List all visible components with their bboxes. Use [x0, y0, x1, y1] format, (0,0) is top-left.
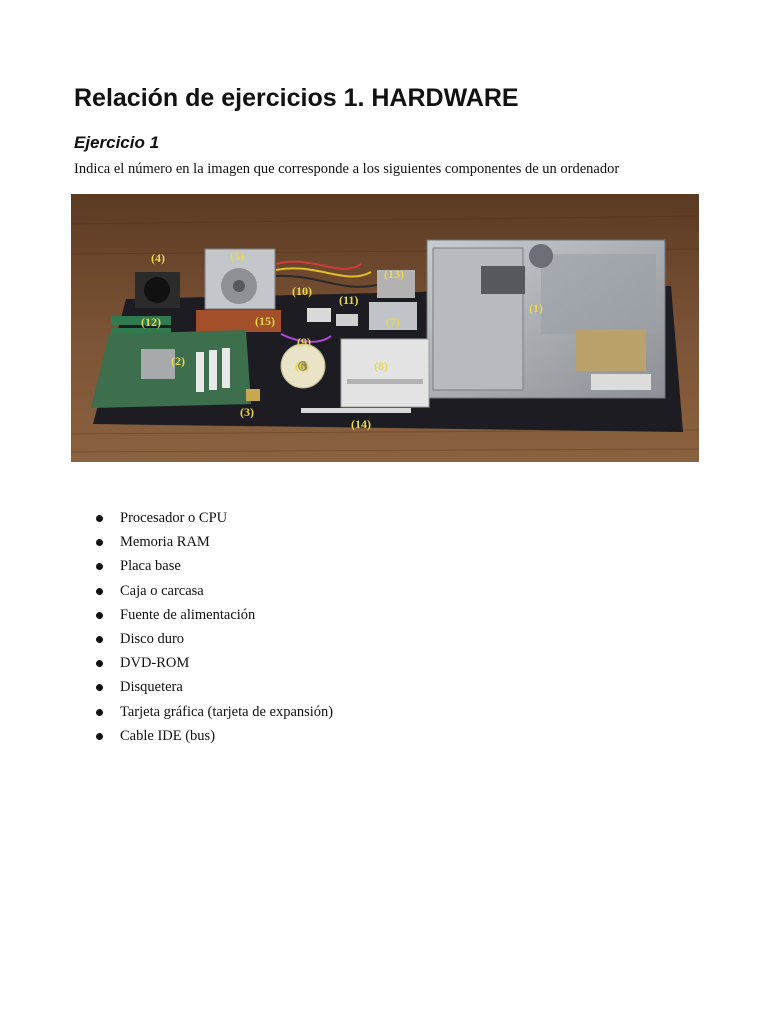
label-6: (6)	[295, 359, 309, 373]
list-item	[96, 679, 333, 703]
label-1: (1)	[529, 301, 543, 315]
bullet-icon	[96, 733, 103, 740]
small-component	[336, 314, 358, 326]
list-item	[96, 510, 333, 534]
hardware-photo	[71, 194, 699, 462]
bullet-icon	[96, 684, 103, 691]
label-12: (12)	[141, 315, 161, 329]
label-10: (10)	[292, 284, 312, 298]
list-item	[96, 631, 333, 655]
bullet-icon	[96, 660, 103, 667]
bullet-icon	[96, 563, 103, 570]
label-15: (15)	[255, 314, 275, 328]
processor	[246, 389, 260, 401]
list-item	[96, 704, 333, 728]
exercise-title: Ejercicio 1	[74, 133, 160, 152]
bullet-icon	[96, 588, 103, 595]
dvd-drive	[341, 339, 429, 407]
list-item	[96, 583, 333, 607]
list-item-text: Memoria RAM	[120, 534, 210, 551]
list-item	[96, 558, 333, 582]
list-item	[96, 655, 333, 679]
page-title: Relación de ejercicios 1. HARDWARE	[74, 84, 519, 112]
list-item-text: Disquetera	[120, 679, 183, 696]
label-14: (14)	[351, 417, 371, 431]
computer-case	[427, 240, 665, 398]
list-item-text: Caja o carcasa	[120, 582, 204, 599]
label-13: (13)	[384, 267, 404, 281]
bullet-icon	[96, 539, 103, 546]
bullet-icon	[96, 612, 103, 619]
list-item	[96, 607, 333, 631]
list-item-text: Cable IDE (bus)	[120, 727, 216, 744]
label-8: (8)	[374, 359, 388, 373]
label-11: (11)	[339, 293, 359, 307]
label-2: (2)	[171, 354, 185, 368]
component-list	[96, 510, 333, 752]
list-item	[96, 534, 333, 558]
label-7: (7)	[386, 315, 400, 329]
list-item-text: Tarjeta gráfica (tarjeta de expansión)	[120, 703, 334, 720]
bullet-icon	[96, 636, 103, 643]
list-item-text: DVD-ROM	[120, 655, 190, 672]
exercise-instructions: Indica el número en la imagen que corresponde a los siguientes componentes de un ordenador	[74, 161, 620, 177]
small-component	[307, 308, 331, 322]
motherboard	[91, 330, 251, 408]
list-item-text: Disco duro	[120, 630, 185, 647]
cpu-cooler	[135, 272, 180, 308]
label-3: (3)	[240, 405, 254, 419]
ide-cable	[301, 408, 411, 413]
label-9: (9)	[297, 335, 311, 349]
label-5: (5)	[230, 249, 244, 263]
list-item-text: Procesador o CPU	[120, 510, 228, 526]
bullet-icon	[96, 709, 103, 716]
list-item-text: Placa base	[120, 558, 181, 575]
bullet-icon	[96, 515, 103, 522]
list-item-text: Fuente de alimentación	[120, 606, 256, 623]
list-item	[96, 728, 333, 752]
label-4: (4)	[151, 251, 165, 265]
